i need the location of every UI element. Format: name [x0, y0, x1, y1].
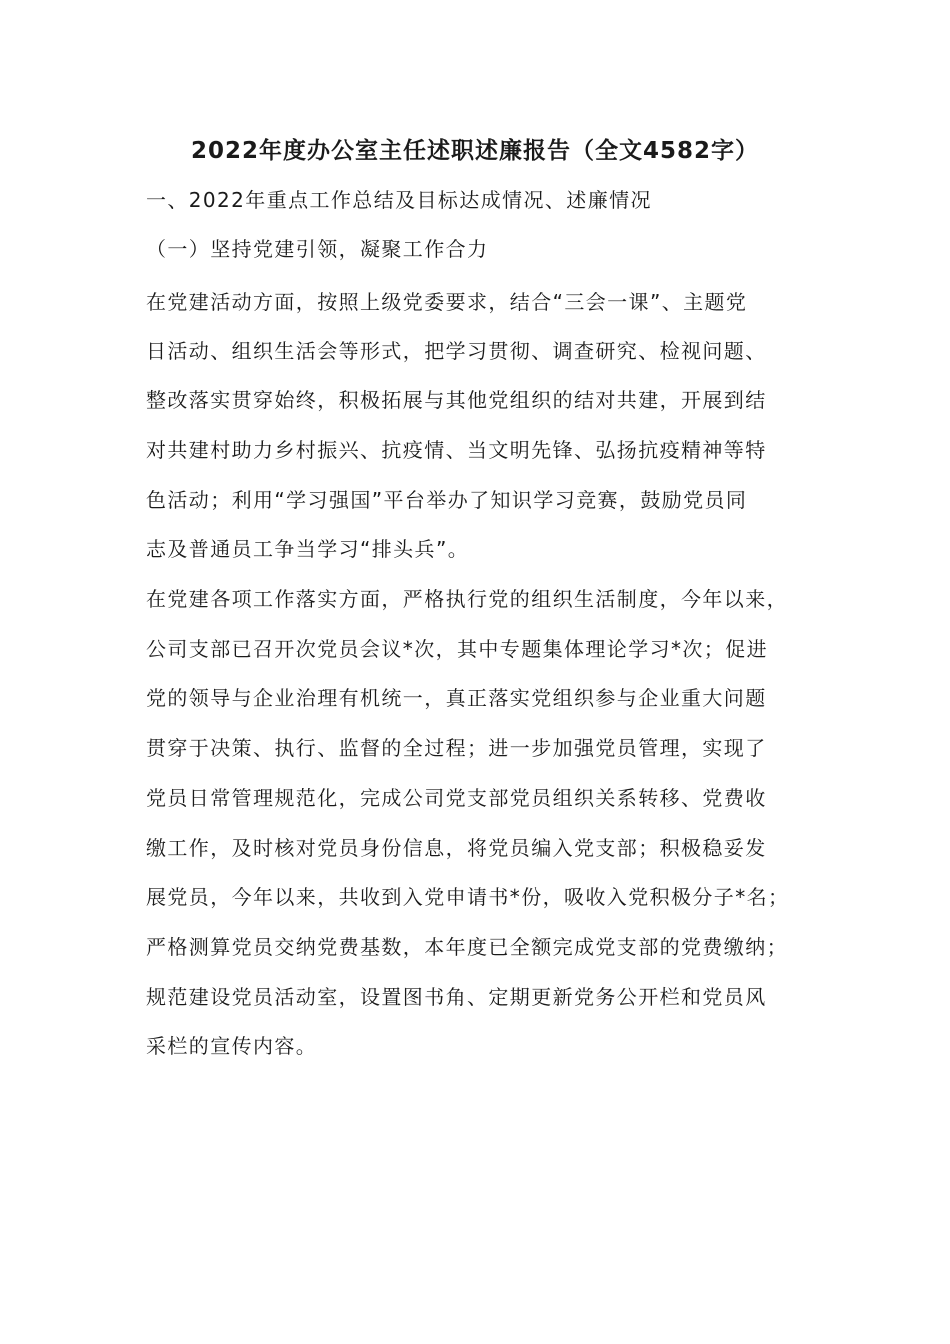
paragraph-line: 志及普通员工争当学习“排头兵”。: [146, 537, 470, 561]
paragraph-line: 日活动、组织生活会等形式，把学习贯彻、调查研究、检视问题、: [146, 339, 767, 363]
paragraph-line: 对共建村助力乡村振兴、抗疫情、当文明先锋、弘扬抗疫精神等特: [146, 438, 767, 462]
paragraph-line: 规范建设党员活动室，设置图书角、定期更新党务公开栏和党员风: [146, 985, 767, 1009]
paragraph-line: 在党建活动方面，按照上级党委要求，结合“三会一课”、主题党: [146, 290, 748, 314]
paragraph-line: 在党建各项工作落实方面，严格执行党的组织生活制度，今年以来，: [146, 587, 788, 611]
paragraph-line: 严格测算党员交纳党费基数，本年度已全额完成党支部的党费缴纳；: [146, 935, 788, 959]
paragraph-line: 色活动；利用“学习强国”平台举办了知识学习竞赛，鼓励党员同: [146, 488, 748, 512]
section-heading: 一、2022年重点工作总结及目标达成情况、述廉情况: [146, 188, 652, 212]
subsection-heading: （一）坚持党建引领，凝聚工作合力: [146, 237, 489, 261]
paragraph-line: 党员日常管理规范化，完成公司党支部党员组织关系转移、党费收: [146, 786, 767, 810]
paragraph-line: 党的领导与企业治理有机统一，真正落实党组织参与企业重大问题: [146, 686, 767, 710]
paragraph-line: 展党员，今年以来，共收到入党申请书*份，吸收入党积极分子*名；: [146, 885, 790, 909]
paragraph-line: 采栏的宣传内容。: [146, 1034, 318, 1058]
paragraph-line: 贯穿于决策、执行、监督的全过程；进一步加强党员管理，实现了: [146, 736, 767, 760]
document-title: 2022年度办公室主任述职述廉报告（全文4582字）: [190, 138, 760, 164]
paragraph-line: 缴工作，及时核对党员身份信息，将党员编入党支部；积极稳妥发: [146, 836, 767, 860]
paragraph-line: 公司支部已召开次党员会议*次，其中专题集体理论学习*次；促进: [146, 637, 768, 661]
paragraph-line: 整改落实贯穿始终，积极拓展与其他党组织的结对共建，开展到结: [146, 388, 767, 412]
